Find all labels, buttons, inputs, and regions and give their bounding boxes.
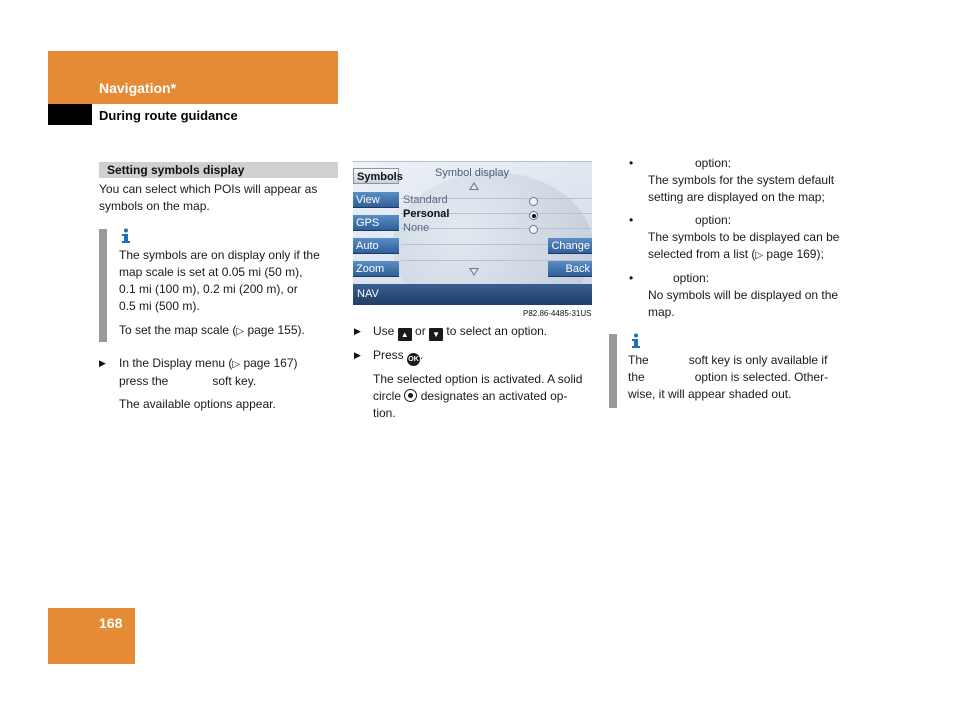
step-text: press the bbox=[119, 374, 169, 388]
step-text: In the Display menu ( bbox=[119, 356, 233, 370]
change-key-note bbox=[628, 352, 828, 403]
result-text: circle bbox=[373, 389, 402, 403]
step-text: Use bbox=[373, 324, 395, 338]
option-none[interactable]: None bbox=[403, 222, 430, 234]
bullet-icon: • bbox=[629, 156, 634, 170]
radio-standard[interactable] bbox=[529, 197, 538, 206]
ok-key-icon: OK bbox=[407, 353, 420, 366]
screen-title: Symbol display bbox=[435, 167, 509, 179]
step-page-ref[interactable]: page 167) bbox=[243, 356, 298, 370]
page-ref-icon: ▷ bbox=[236, 326, 245, 337]
note-text: option is selected. Other- bbox=[694, 370, 829, 384]
softkey-view[interactable]: View bbox=[353, 192, 399, 208]
result-text: designates an activated op- bbox=[420, 389, 568, 403]
section-subtitle: During route guidance bbox=[99, 108, 238, 123]
reference-text: To set the map scale ( bbox=[119, 323, 237, 337]
option-line: map. bbox=[648, 305, 675, 319]
divider bbox=[401, 228, 592, 229]
option-page-ref[interactable]: page 169); bbox=[766, 247, 824, 261]
map-scale-reference bbox=[119, 322, 305, 340]
up-arrow-key-icon: ▲ bbox=[398, 328, 412, 341]
press-ok-step bbox=[373, 347, 423, 366]
image-code: P82.86-4485-31US bbox=[523, 309, 592, 318]
page-number: 168 bbox=[99, 615, 123, 631]
step-text: or bbox=[415, 324, 426, 338]
option-description-standard bbox=[648, 155, 834, 206]
step-text: to select an option. bbox=[446, 324, 548, 338]
option-head: option: bbox=[695, 213, 732, 227]
option-head: option: bbox=[695, 156, 732, 170]
page-ref-icon: ▷ bbox=[232, 359, 241, 370]
option-text: selected from a list ( bbox=[648, 247, 756, 261]
info-icon bbox=[119, 228, 133, 243]
softkey-zoom[interactable]: Zoom bbox=[353, 261, 399, 277]
page-ref-icon: ▷ bbox=[755, 250, 764, 261]
info-note-bar bbox=[609, 334, 617, 408]
note-text: the bbox=[628, 370, 645, 384]
softkey-gps[interactable]: GPS bbox=[353, 215, 399, 231]
info-icon bbox=[629, 333, 643, 348]
header-tab-marker bbox=[48, 104, 92, 125]
note-line: wise, it will appear shaded out. bbox=[628, 387, 792, 401]
triangle-right-icon: ▶ bbox=[354, 326, 361, 336]
result-line: tion. bbox=[373, 406, 396, 420]
scroll-up-icon[interactable] bbox=[469, 182, 479, 190]
softkey-symbols[interactable]: Symbols bbox=[353, 168, 399, 184]
option-personal[interactable]: Personal bbox=[403, 208, 450, 220]
radio-personal[interactable] bbox=[529, 211, 538, 220]
status-bar bbox=[353, 284, 592, 305]
select-option-step bbox=[373, 323, 547, 341]
reference-page[interactable]: page 155). bbox=[247, 323, 305, 337]
result-line: The selected option is activated. A solid bbox=[373, 372, 583, 386]
chapter-title: Navigation* bbox=[99, 80, 177, 96]
option-description-none bbox=[648, 270, 838, 321]
option-line: The symbols to be displayed can be bbox=[648, 230, 840, 244]
note-text: The bbox=[628, 353, 649, 367]
scroll-down-icon[interactable] bbox=[469, 268, 479, 276]
info-line: 0.1 mi (100 m), 0.2 mi (200 m), or bbox=[119, 282, 298, 296]
info-note-bar bbox=[99, 229, 107, 342]
intro-line: symbols on the map. bbox=[99, 199, 210, 213]
header-band bbox=[48, 51, 338, 104]
bullet-icon: • bbox=[629, 213, 634, 227]
info-note bbox=[119, 247, 320, 315]
intro-line: You can select which POIs will appear as bbox=[99, 182, 318, 196]
activation-result bbox=[373, 371, 582, 422]
triangle-right-icon: ▶ bbox=[354, 350, 361, 360]
note-text: soft key is only available if bbox=[688, 353, 828, 367]
step-text: Press bbox=[373, 348, 404, 362]
step-text: . bbox=[420, 348, 424, 362]
info-line: map scale is set at 0.05 mi (50 m), bbox=[119, 265, 303, 279]
triangle-right-icon: ▶ bbox=[99, 358, 106, 368]
down-arrow-key-icon: ▼ bbox=[429, 328, 443, 341]
option-line: The symbols for the system default bbox=[648, 173, 835, 187]
option-line: setting are displayed on the map; bbox=[648, 190, 825, 204]
section-heading: Setting symbols display bbox=[99, 162, 338, 178]
bullet-icon: • bbox=[629, 271, 634, 285]
status-label: NAV bbox=[357, 288, 379, 300]
step-result: The available options appear. bbox=[119, 397, 276, 411]
info-line: The symbols are on display only if the bbox=[119, 248, 320, 262]
option-line: No symbols will be displayed on the bbox=[648, 288, 839, 302]
softkey-change[interactable]: Change bbox=[548, 238, 592, 254]
info-line: 0.5 mi (500 m). bbox=[119, 299, 200, 313]
softkey-auto[interactable]: Auto bbox=[353, 238, 399, 254]
solid-circle-icon bbox=[404, 389, 417, 402]
option-head: option: bbox=[673, 271, 710, 285]
step-text: soft key. bbox=[212, 374, 257, 388]
step-instruction bbox=[119, 355, 297, 390]
softkey-back[interactable]: Back bbox=[548, 261, 592, 277]
navigation-display bbox=[353, 161, 592, 305]
option-description-personal bbox=[648, 212, 839, 264]
intro-paragraph bbox=[99, 181, 317, 215]
radio-none[interactable] bbox=[529, 225, 538, 234]
option-standard[interactable]: Standard bbox=[403, 194, 448, 206]
